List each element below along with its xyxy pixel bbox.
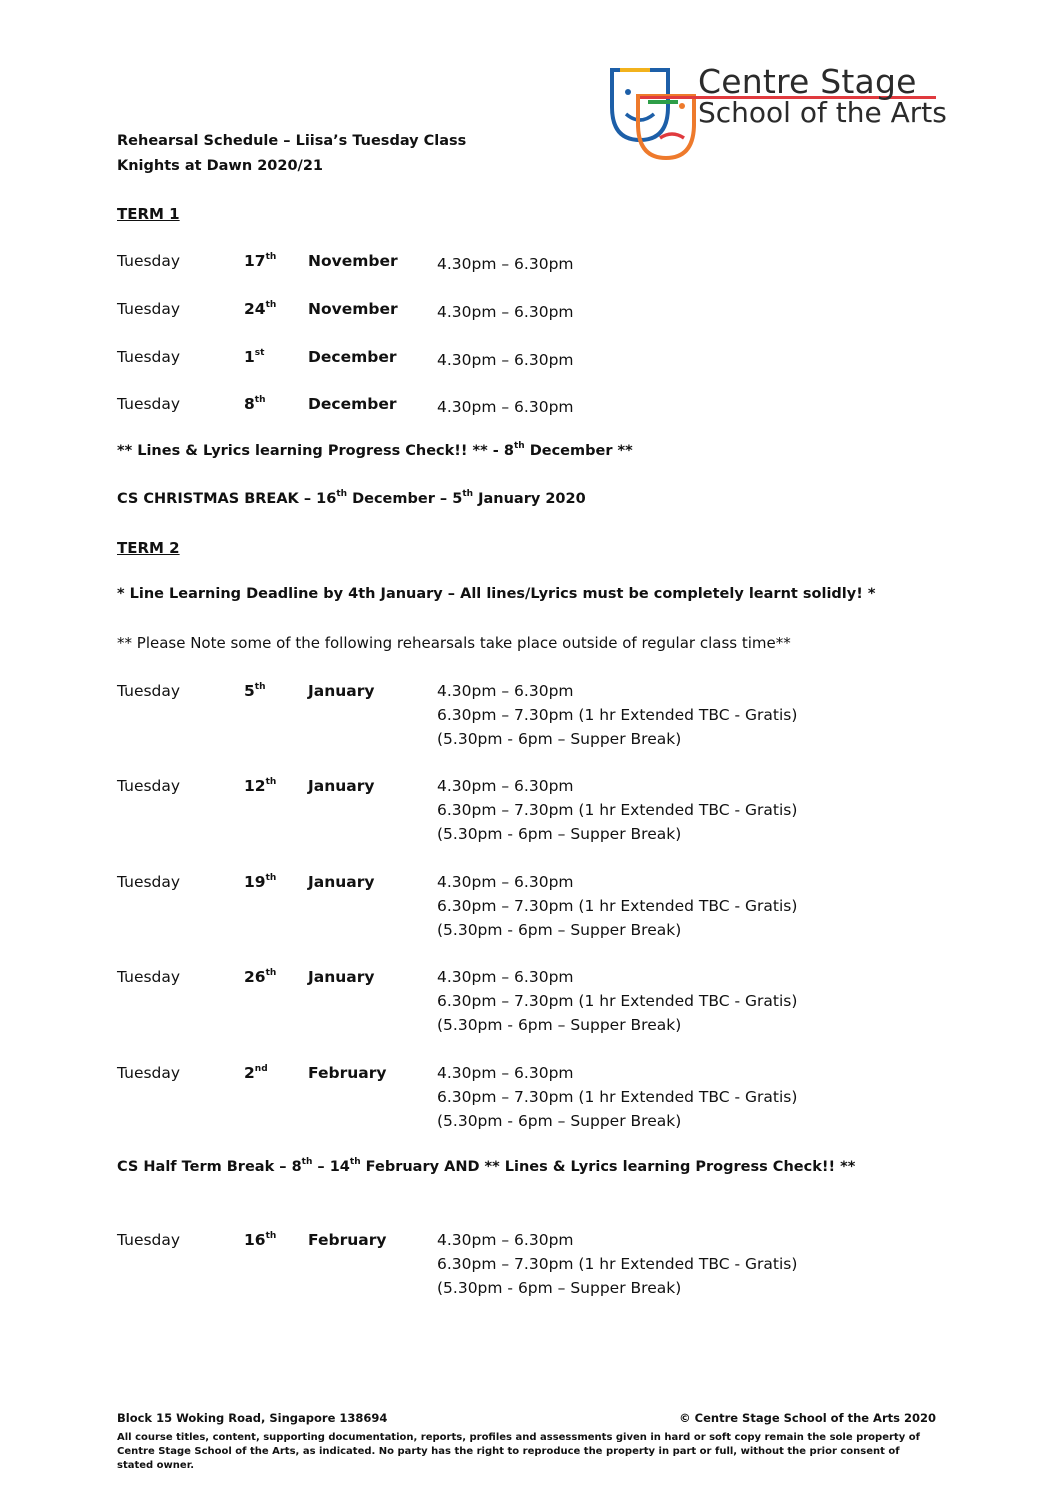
time-break: (5.30pm - 6pm – Supper Break) [437,1112,682,1130]
day-label: Tuesday [117,348,181,366]
time-break: (5.30pm - 6pm – Supper Break) [437,921,682,939]
time-block [437,965,797,1037]
time-block [437,1061,797,1133]
time-block [437,774,797,846]
half-term-break-note: CS Half Term Break – 8th – 14th February AND ** Lines & Lyrics learning Progress Check!! ** [117,1157,856,1175]
date-label: 16th [244,1231,277,1249]
date-label: 8th [244,395,266,413]
time-extended: 6.30pm – 7.30pm (1 hr Extended TBC - Gratis) [437,1255,798,1273]
day-label: Tuesday [117,968,181,986]
month-label: January [308,777,375,795]
date-label: 26th [244,968,277,986]
day-label: Tuesday [117,777,181,795]
month-label: December [308,395,397,413]
date-label: 12th [244,777,277,795]
footer-copyright: © Centre Stage School of the Arts 2020 [679,1411,936,1425]
time-block [437,1228,797,1300]
time-main: 4.30pm – 6.30pm [437,968,574,986]
month-label: November [308,252,398,270]
date-label: 1st [244,348,265,366]
time-label: 4.30pm – 6.30pm [437,303,574,321]
christmas-break-note: CS CHRISTMAS BREAK – 16th December – 5th January 2020 [117,489,586,507]
time-block [437,870,797,942]
time-break: (5.30pm - 6pm – Supper Break) [437,730,682,748]
time-break: (5.30pm - 6pm – Supper Break) [437,825,682,843]
time-extended: 6.30pm – 7.30pm (1 hr Extended TBC - Gratis) [437,801,798,819]
logo-subtitle: School of the Arts [698,96,947,129]
footer-address: Block 15 Woking Road, Singapore 138694 [117,1411,388,1425]
time-main: 4.30pm – 6.30pm [437,873,574,891]
day-label: Tuesday [117,395,181,413]
time-main: 4.30pm – 6.30pm [437,777,574,795]
time-block [437,679,797,751]
production-title: Knights at Dawn 2020/21 [117,158,324,174]
day-label: Tuesday [117,252,181,270]
time-main: 4.30pm – 6.30pm [437,1064,574,1082]
term1-heading: TERM 1 [117,205,180,223]
time-label: 4.30pm – 6.30pm [437,351,574,369]
month-label: February [308,1231,387,1249]
term2-heading: TERM 2 [117,539,180,557]
date-label: 19th [244,873,277,891]
day-label: Tuesday [117,300,181,318]
day-label: Tuesday [117,1231,181,1249]
day-label: Tuesday [117,1064,181,1082]
time-extended: 6.30pm – 7.30pm (1 hr Extended TBC - Gratis) [437,1088,798,1106]
month-label: November [308,300,398,318]
time-main: 4.30pm – 6.30pm [437,682,574,700]
month-label: January [308,968,375,986]
footer-disclaimer: All course titles, content, supporting documentation, reports, profiles and assessments given in hard or soft copy remain the sole property of Centre Stage School of the Arts, as indicated. No party has the right to reproduce the property in part or full, without the prior consent of stated owner. [117,1432,920,1471]
month-label: December [308,348,397,366]
month-label: January [308,682,375,700]
time-break: (5.30pm - 6pm – Supper Break) [437,1016,682,1034]
logo-title: Centre Stage [698,62,917,101]
time-extended: 6.30pm – 7.30pm (1 hr Extended TBC - Gratis) [437,897,798,915]
line-learning-deadline: * Line Learning Deadline by 4th January – All lines/Lyrics must be completely learnt solidly! * [117,586,876,602]
date-label: 17th [244,252,277,270]
progress-check-note: ** Lines & Lyrics learning Progress Check!! ** - 8th December ** [117,441,633,459]
day-label: Tuesday [117,873,181,891]
time-main: 4.30pm – 6.30pm [437,1231,574,1249]
time-label: 4.30pm – 6.30pm [437,398,574,416]
time-extended: 6.30pm – 7.30pm (1 hr Extended TBC - Gratis) [437,992,798,1010]
date-label: 5th [244,682,266,700]
date-label: 24th [244,300,277,318]
time-break: (5.30pm - 6pm – Supper Break) [437,1279,682,1297]
date-label: 2nd [244,1064,268,1082]
schedule-title: Rehearsal Schedule – Liisa’s Tuesday Class [117,133,467,149]
month-label: February [308,1064,387,1082]
day-label: Tuesday [117,682,181,700]
time-extended: 6.30pm – 7.30pm (1 hr Extended TBC - Gratis) [437,706,798,724]
rehearsal-time-note: ** Please Note some of the following rehearsals take place outside of regular class time** [117,634,791,652]
time-label: 4.30pm – 6.30pm [437,255,574,273]
month-label: January [308,873,375,891]
